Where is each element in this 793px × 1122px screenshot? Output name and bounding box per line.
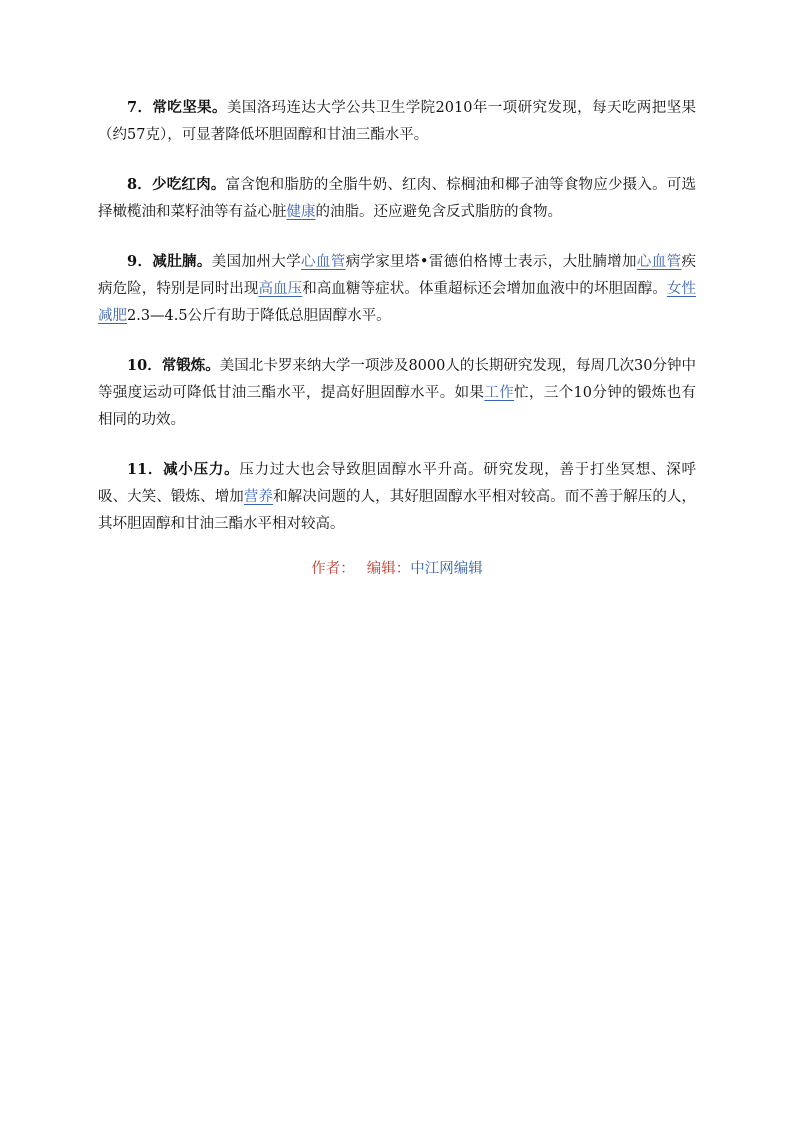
paragraph-text: 美国洛玛连达大学公共卫生学院2010年一项研究发现，每天吃两把坚果（约57克），可显著降低坏胆固醇和甘油三酯水平。: [98, 100, 697, 143]
paragraph-text: 疾病危险，特别是同时出现: [98, 254, 697, 297]
link-health[interactable]: 健康: [286, 204, 316, 220]
link-hypertension[interactable]: 高血压: [258, 281, 303, 297]
paragraph-belly: [98, 248, 696, 330]
paragraph-text: 和高血糖等症状。体重超标还会增加血液中的坏胆固醇。: [302, 281, 667, 297]
paragraph-exercise: [98, 352, 696, 434]
paragraph-heading: 7．常吃坚果。: [127, 99, 227, 116]
editor-label: 编辑：: [366, 561, 411, 577]
article-body: [98, 94, 696, 583]
paragraph-text: 压力过大也会导致胆固醇水平升高。研究发现，善于打坐冥想、深呼吸、大笑、锻炼、增加: [98, 462, 697, 505]
link-nutrition[interactable]: 营养: [243, 489, 274, 505]
editor-name: 中江网编辑: [410, 561, 483, 577]
paragraph-text: 病学家里塔•雷德伯格博士表示，大肚腩增加: [345, 254, 637, 270]
paragraph-text: 的油脂。还应避免含反式脂肪的食物。: [315, 204, 562, 220]
paragraph-heading: 11．减小压力。: [127, 461, 240, 478]
paragraph-text: 美国北卡罗来纳大学一项涉及8000人的长期研究发现，每周几次30分钟中等强度运动可降低甘油三酯水平，提高好胆固醇水平。如果: [98, 358, 697, 401]
link-cardiovascular-2[interactable]: 心血管: [636, 254, 682, 270]
paragraph-red-meat: [98, 171, 696, 226]
paragraph-text: 富含饱和脂肪的全脂牛奶、红肉、棕榈油和椰子油等食物应少摄入。可选择橄榄油和菜籽油等有益心脏: [98, 177, 697, 220]
paragraph-heading: 9．减肚腩。: [127, 253, 212, 270]
paragraph-heading: 8．少吃红肉。: [127, 176, 226, 193]
paragraph-text: 忙，三个10分钟的锻炼也有相同的功效。: [98, 385, 697, 428]
paragraph-text: 2.3—4.5公斤有助于降低总胆固醇水平。: [127, 308, 391, 324]
paragraph-nuts: [98, 94, 696, 149]
link-cardiovascular[interactable]: 心血管: [300, 254, 346, 270]
article-footer: [98, 556, 696, 583]
author-label: 作者：: [311, 561, 355, 577]
paragraph-text: 和解决问题的人，其好胆固醇水平相对较高。而不善于解压的人，其坏胆固醇和甘油三酯水平相对较高。: [98, 489, 697, 532]
link-work[interactable]: 工作: [484, 385, 515, 401]
paragraph-heading: 10．常锻炼。: [127, 357, 220, 374]
link-women-weight-loss[interactable]: 女性减肥: [98, 281, 697, 324]
paragraph-text: 美国加州大学: [211, 254, 301, 270]
paragraph-stress: [98, 456, 696, 538]
